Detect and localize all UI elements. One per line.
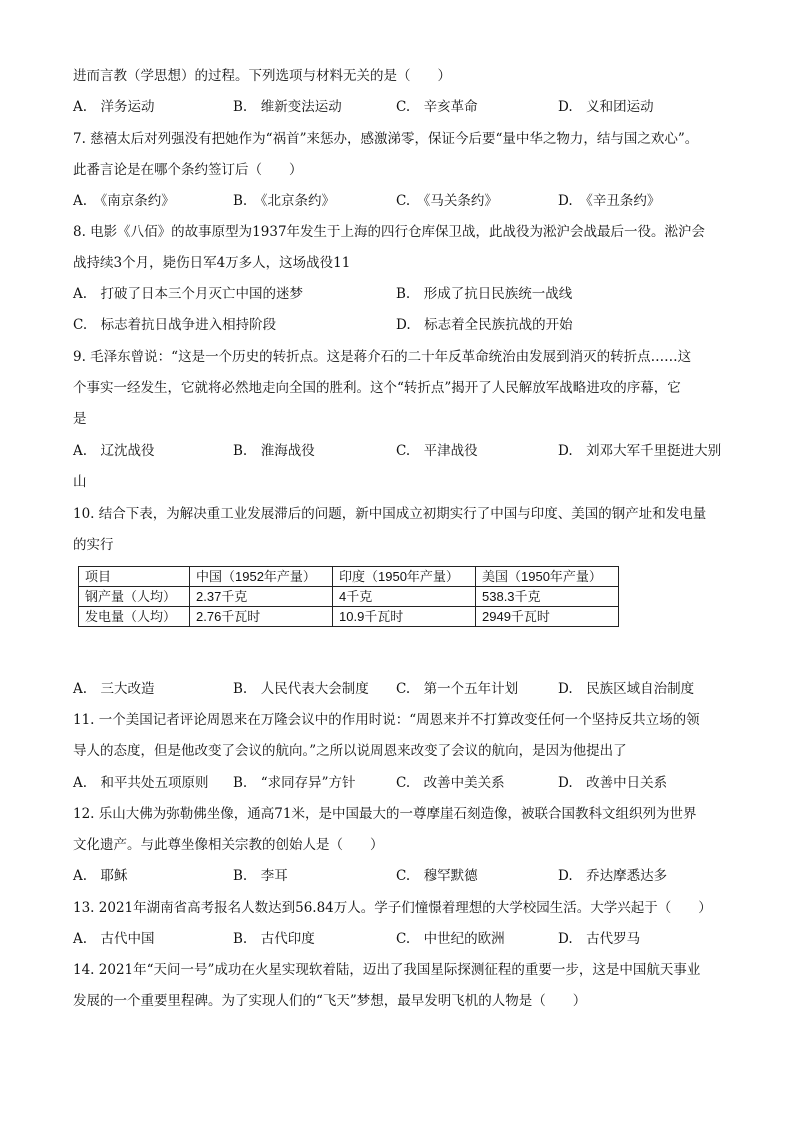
question-13-options [73,929,733,949]
question-10-text: 10. 结合下表，为解决重工业发展滞后的问题，新中国成立初期实行了中国与印度、美国的钢产址和发电量 [73,506,707,522]
option-c: C. 辛亥革命 [396,99,478,115]
question-14-text: 14. 2021年“天问一号”成功在火星实现软着陆，迈出了我国星际探测征程的重要一步，这是中国航天事业 [73,962,701,978]
question-10-text: 的实行 [73,537,114,553]
table-header-cell: 中国（1952年产量） [190,567,333,587]
question-9-text: 个事实一经发生，它就将必然地走向全国的胜利。这个“转折点”揭开了人民解放军战略进攻的序幕，它 [73,380,681,396]
production-table [78,566,619,627]
option-a: A. 《南京条约》 [73,193,175,209]
option-b: B. 形成了抗日民族统一战线 [396,286,573,302]
option-c: C. 标志着抗日战争进入相持阶段 [73,317,277,333]
question-13-text: 13. 2021年湖南省高考报名人数达到56.84万人。学子们憧憬着理想的大学校园生活。大学兴起于（ ） [73,900,712,916]
option-b: B. 维新变法运动 [233,99,342,115]
question-8-text: 战持续3个月，毙伤日军4万多人，这场战役11 [73,255,351,271]
option-d: D. 义和团运动 [558,99,654,115]
table-cell: 2949千瓦时 [476,607,619,627]
option-a: A. 古代中国 [73,931,155,947]
option-b: B. 古代印度 [233,931,315,947]
option-d: D. 改善中日关系 [558,775,668,791]
question-12-text: 文化遗产。与此尊坐像相关宗教的创始人是（ ） [73,837,384,853]
table-cell: 10.9千瓦时 [333,607,476,627]
question-8-options-row1 [73,284,733,304]
option-a: A. 三大改造 [73,681,155,697]
question-8-text: 8. 电影《八佰》的故事原型为1937年发生于上海的四行仓库保卫战，此战役为淞沪会战最后一役。淞沪会 [73,224,706,240]
option-c: C. 第一个五年计划 [396,681,519,697]
question-7-text: 7. 慈禧太后对列强没有把她作为“祸首”来惩办，感激涕零，保证今后要“量中华之物力，结与国之欢心”。 [73,131,699,147]
question-7-options [73,191,733,211]
option-d: D. 标志着全民族抗战的开始 [396,317,573,333]
table-row [79,607,619,627]
option-c: C. 平津战役 [396,443,478,459]
table-cell: 2.37千克 [190,587,333,607]
option-a: A. 耶稣 [73,868,128,884]
question-11-text: 11. 一个美国记者评论周恩来在万隆会议中的作用时说：“周恩来并不打算改变任何一个坚持反共立场的领 [73,712,700,728]
option-d: D. 刘邓大军千里挺进大别 [558,443,722,459]
option-d: D. 古代罗马 [558,931,641,947]
option-b: B. “求同存异”方针 [233,775,356,791]
table-header-row [79,567,619,587]
table-header-cell: 美国（1950年产量） [476,567,619,587]
question-10-options [73,679,733,699]
option-b: B. 李耳 [233,868,288,884]
option-c: C. 中世纪的欧洲 [396,931,505,947]
table-row [79,587,619,607]
option-a: A. 辽沈战役 [73,443,155,459]
question-12-options [73,866,733,886]
table-header-cell: 印度（1950年产量） [333,567,476,587]
table-cell: 4千克 [333,587,476,607]
table-cell: 2.76千瓦时 [190,607,333,627]
option-d: D. 《辛丑条约》 [558,193,661,209]
question-intro-options [73,97,733,117]
option-c: C. 《马关条约》 [396,193,498,209]
option-a: A. 洋务运动 [73,99,155,115]
option-d: D. 乔达摩悉达多 [558,868,668,884]
option-b: B. 人民代表大会制度 [233,681,369,697]
option-b: B. 《北京条约》 [233,193,335,209]
option-a: A. 打破了日本三个月灭亡中国的迷梦 [73,286,304,302]
question-14-text: 发展的一个重要里程碑。为了实现人们的“飞天”梦想，最早发明飞机的人物是（ ） [73,993,587,1009]
table-header-cell: 项目 [79,567,190,587]
question-9-text: 9. 毛泽东曾说：“这是一个历史的转折点。这是蒋介石的二十年反革命统治由发展到消灭的转折点……这 [73,349,692,365]
question-9-options [73,441,733,461]
question-9-text: 是 [73,411,87,427]
option-c: C. 改善中美关系 [396,775,505,791]
question-9-option-wrap: 山 [73,474,87,490]
option-c: C. 穆罕默德 [396,868,478,884]
question-11-options [73,773,733,793]
table-cell: 538.3千克 [476,587,619,607]
table-cell: 钢产量（人均） [79,587,190,607]
question-7-text: 此番言论是在哪个条约签订后（ ） [73,162,303,178]
question-12-text: 12. 乐山大佛为弥勒佛坐像，通高71米，是中国最大的一尊摩崖石刻造像，被联合国教科文组织列为世界 [73,806,697,822]
question-intro-text: 进而言教（学思想）的过程。下列选项与材料无关的是（ ） [73,68,451,84]
question-8-options-row2 [73,315,733,335]
option-d: D. 民族区域自治制度 [558,681,695,697]
option-a: A. 和平共处五项原则 [73,775,209,791]
question-11-text: 导人的态度，但是他改变了会议的航向。”之所以说周恩来改变了会议的航向，是因为他提出了 [73,743,627,759]
option-b: B. 淮海战役 [233,443,315,459]
table-cell: 发电量（人均） [79,607,190,627]
